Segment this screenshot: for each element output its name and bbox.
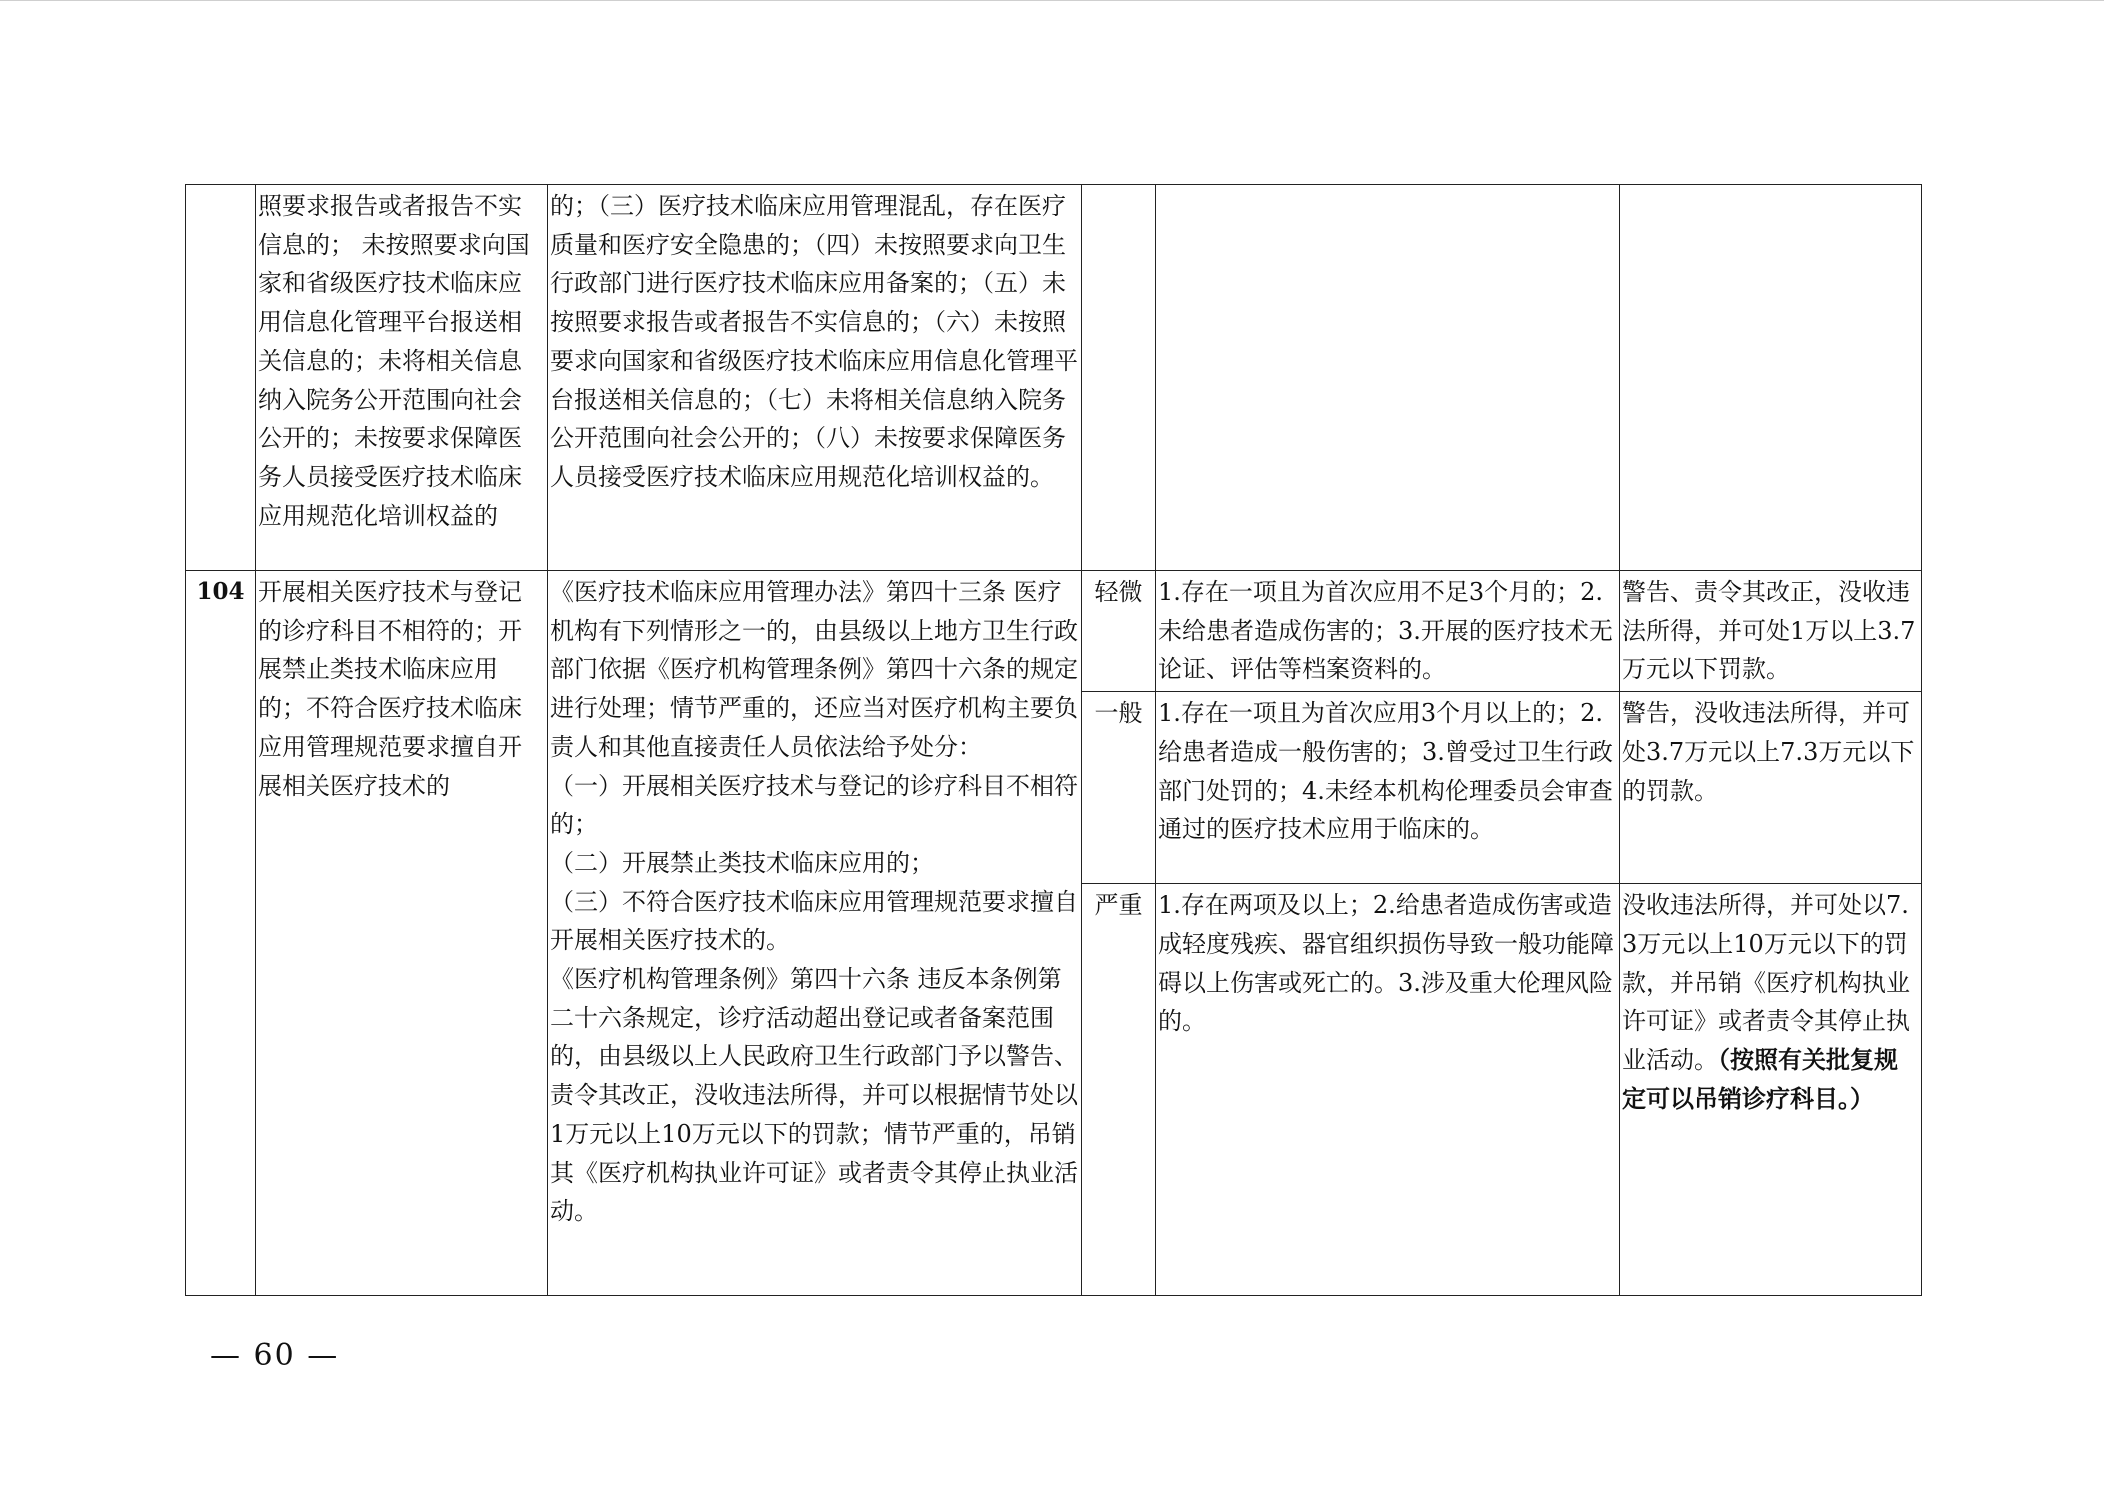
circumstance-cell: 1.存在两项及以上；2.给患者造成伤害或造成轻度残疾、器官组织损伤导致一般功能障碍以上伤害或死亡的。3.涉及重大伦理风险的。 xyxy=(1156,884,1620,1296)
violation-behavior-cell: 开展相关医疗技术与登记的诊疗科目不相符的；开展禁止类技术临床应用的；不符合医疗技术临床应用管理规范要求擅自开展相关医疗技术的 xyxy=(256,571,548,1296)
legal-basis-cell: 《医疗技术临床应用管理办法》第四十三条 医疗机构有下列情形之一的，由县级以上地方卫生行政部门依据《医疗机构管理条例》第四十六条的规定进行处理；情节严重的，还应当对医疗机构主要负责人和其他直接责任人员依法给予处分： （一）开展相关医疗技术与登记的诊疗科目不相符的； （二）开展禁止类技术临床应用的； （三）不符合医疗技术临床应用管理规范要求擅自开展相关医疗技术的。 《医疗机构管理条例》第四十六条 违反本条例第二十六条规定，诊疗活动超出登记或者备案范围的，由县级以上人民政府卫生行政部门予以警告、责令其改正，没收违法所得，并可以根据情节处以1万元以上10万元以下的罚款；情节严重的，吊销其《医疗机构执业许可证》或者责令其停止执业活动。 xyxy=(548,571,1082,1296)
discretion-level-cell: 严重 xyxy=(1082,884,1156,1296)
discretion-level-cell: 轻微 xyxy=(1082,571,1156,692)
row-number-cell xyxy=(186,185,256,571)
table-row xyxy=(186,571,1922,692)
penalty-cell xyxy=(1620,884,1922,1296)
row-number-cell: 104 xyxy=(186,571,256,1296)
circumstance-cell: 1.存在一项且为首次应用3个月以上的；2.给患者造成一般伤害的；3.曾受过卫生行政部门处罚的；4.未经本机构伦理委员会审查通过的医疗技术应用于临床的。 xyxy=(1156,692,1620,884)
penalty-cell: 警告，没收违法所得，并可处3.7万元以上7.3万元以下的罚款。 xyxy=(1620,692,1922,884)
circumstance-cell: 1.存在一项且为首次应用不足3个月的；2.未给患者造成伤害的；3.开展的医疗技术无论证、评估等档案资料的。 xyxy=(1156,571,1620,692)
violation-behavior-cell: 照要求报告或者报告不实信息的； 未按照要求向国家和省级医疗技术临床应用信息化管理平台报送相关信息的；未将相关信息纳入院务公开范围向社会公开的；未按要求保障医务人员接受医疗技术临床应用规范化培训权益的 xyxy=(256,185,548,571)
penalty-standard-table xyxy=(185,184,1922,1296)
penalty-cell: 警告、责令其改正，没收违法所得，并可处1万以上3.7万元以下罚款。 xyxy=(1620,571,1922,692)
penalty-text: 没收违法所得，并可处以7.3万元以上10万元以下的罚款，并吊销《医疗机构执业许可证》或者责令其停止执业活动。 xyxy=(1622,891,1910,1074)
circumstance-cell xyxy=(1156,185,1620,571)
penalty-note-bold: （按照有关批复规定可以吊销诊疗科目。） xyxy=(1622,1044,1898,1113)
legal-basis-cell: 的；（三）医疗技术临床应用管理混乱，存在医疗质量和医疗安全隐患的；（四）未按照要求向卫生行政部门进行医疗技术临床应用备案的；（五）未按照要求报告或者报告不实信息的；（六）未按照要求向国家和省级医疗技术临床应用信息化管理平台报送相关信息的；（七）未将相关信息纳入院务公开范围向社会公开的；（八）未按要求保障医务人员接受医疗技术临床应用规范化培训权益的。 xyxy=(548,185,1082,571)
page-number: — 60 — xyxy=(210,1338,340,1373)
top-rule xyxy=(0,0,2104,1)
table-row xyxy=(186,185,1922,571)
discretion-level-cell: 一般 xyxy=(1082,692,1156,884)
discretion-level-cell xyxy=(1082,185,1156,571)
penalty-cell xyxy=(1620,185,1922,571)
